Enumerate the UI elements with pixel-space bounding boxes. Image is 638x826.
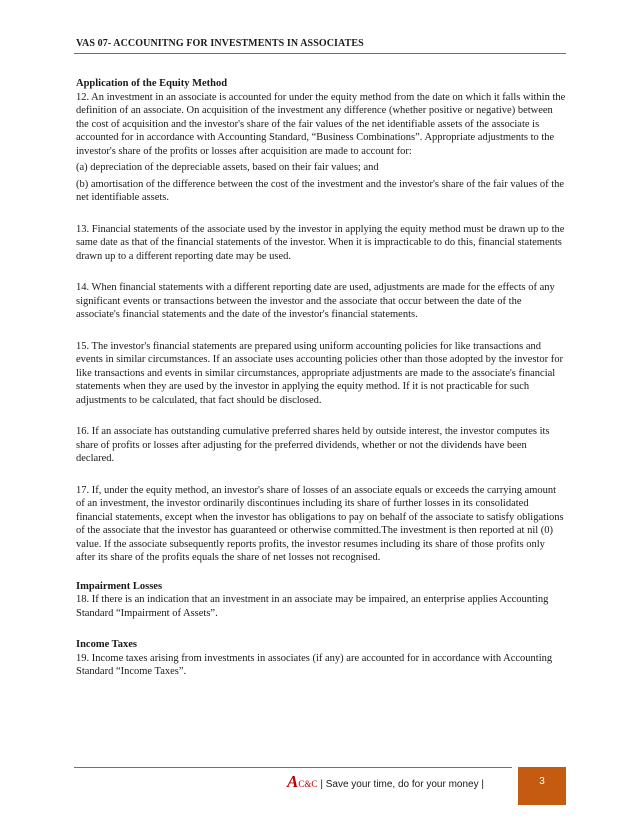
footer-divider: [74, 767, 512, 768]
paragraph-12: 12. An investment in an associate is accounted for under the equity method from the date on which it falls within the definition of an associate. On acquisition of the investment any difference (whether positive or negative) between the cost of acquisition and the investor's share of the fair values of the net identifiable assets of the associate is accounted for in accordance with Accounting Standard, “Business Combinations”. Appropriate adjustments to the investor's share of the profits or losses after acquisition are made to account for:: [76, 91, 566, 157]
section-heading-equity-method: Application of the Equity Method: [76, 78, 228, 89]
paragraph-18: 18. If there is an indication that an investment in an associate may be impaired, an enterprise applies Accounting Standard “Impairment of Assets”.: [76, 594, 549, 619]
page-body: [76, 77, 566, 679]
paragraph-17: 17. If, under the equity method, an investor's share of losses of an associate equals or exceeds the carrying amount of an investment, the investor ordinarily discontinues including its share of further losses in its consolidated financial statements, except when the investor has obligations to pay on behalf of the associate to satisfy obligations of the associate that the investor has guaranteed or otherwise committed.The investment is then reported at nil (0) value. If the associate subsequently reports profits, the investor resumes including its share of those profits only after its share of the profits equals the share of net losses not recognised.: [76, 484, 564, 563]
footer-tagline: | Save your time, do for your money |: [320, 779, 484, 790]
paragraph-19: 19. Income taxes arising from investments in associates (if any) are accounted for in accordance with Accounting Standard “Income Taxes”.: [76, 652, 553, 677]
paragraph-14: 14. When financial statements with a different reporting date are used, adjustments are made for the effects of any significant events or transactions between the investor and the associate that occur between the date of the associate's financial statements and the date of the investor's financial statements.: [76, 282, 555, 320]
footer-brand: [287, 772, 484, 792]
paragraph-16: 16. If an associate has outstanding cumulative preferred shares held by outside interest, the investor computes its share of profits or losses after adjusting for the preferred dividends, whether or not the dividends have been declared.: [76, 426, 550, 464]
paragraph-13: 13. Financial statements of the associate used by the investor in applying the equity method must be drawn up to the same date as that of the financial statements of the investor. When it is impracticable to do this, financial statements drawn up to a different reporting date may be used.: [76, 223, 565, 262]
paragraph-15: 15. The investor's financial statements are prepared using uniform accounting policies for like transactions and events in similar circumstances. If an associate uses accounting policies other than those adopted by the investor for like transactions and events in similar circumstances, appropriate adjustments are made to the associate's financial statements when they are used by the investor in applying the equity method. If it is not practicable for such adjustments to be calculated, that fact should be disclosed.: [76, 340, 563, 406]
page-number-badge: [518, 767, 566, 805]
header-divider: [74, 53, 566, 54]
section-heading-income-taxes: Income Taxes: [76, 639, 137, 650]
company-logo-letter: A: [287, 772, 299, 791]
paragraph-12b: (b) amortisation of the difference between the cost of the investment and the investor's share of the fair values of the net identifiable assets.: [76, 178, 565, 203]
section-heading-impairment: Impairment Losses: [76, 580, 163, 592]
company-logo-text: C&C: [298, 779, 318, 789]
page-header-title: VAS 07- ACCOUNITNG FOR INVESTMENTS IN ASSOCIATES: [76, 38, 364, 49]
paragraph-12a: (a) depreciation of the depreciable assets, based on their fair values; and: [76, 162, 379, 173]
page-number: 3: [539, 776, 545, 787]
